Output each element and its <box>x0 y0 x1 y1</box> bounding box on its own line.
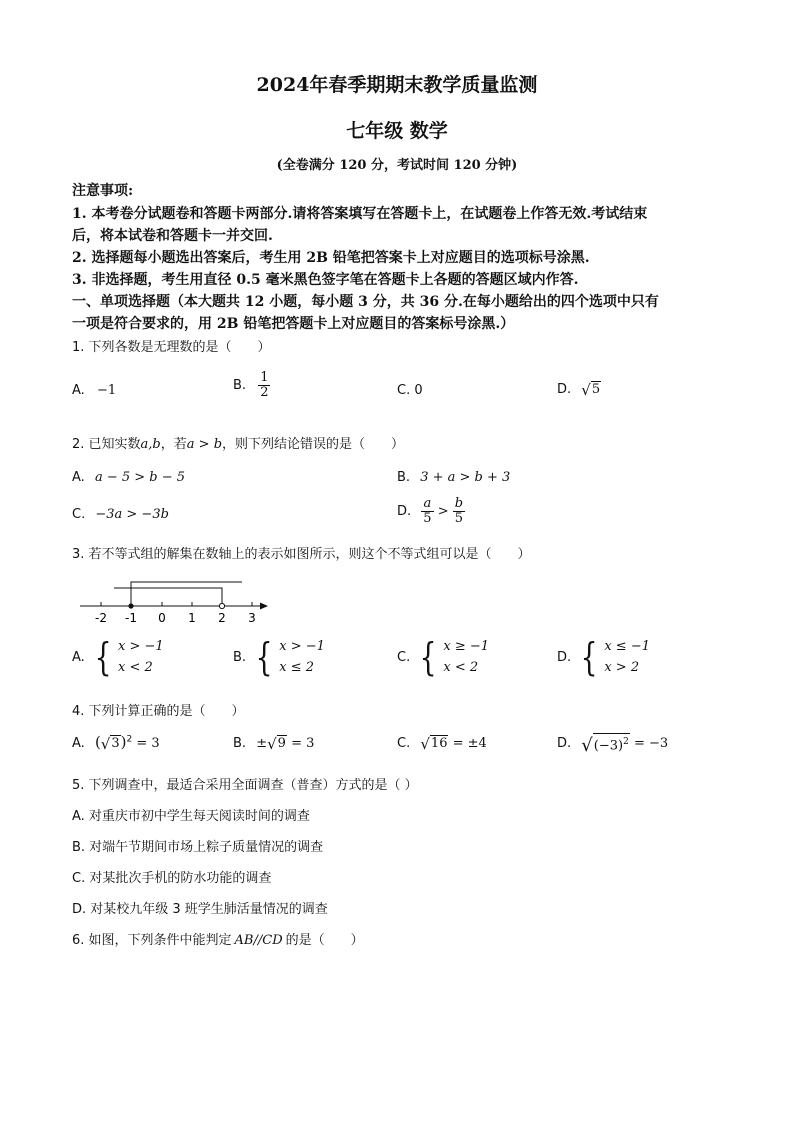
tick-label: -2 <box>95 611 107 625</box>
radicand: 9 <box>277 736 286 751</box>
fraction <box>421 497 433 526</box>
option-label: D. <box>397 504 412 519</box>
square-root <box>581 381 601 398</box>
solution-ray-right <box>131 582 242 606</box>
q4-option-c <box>397 735 487 752</box>
right-paren: ) <box>120 733 127 751</box>
option-label: A. <box>72 736 85 751</box>
option-value: −3a > −3b <box>95 507 169 522</box>
equation-rhs: = 3 <box>286 736 315 751</box>
equation-rhs: = 3 <box>132 736 160 751</box>
system-line-1: x ≤ −1 <box>604 639 650 654</box>
radical-sign-icon: √ <box>581 381 591 399</box>
option-value: −1 <box>96 383 117 398</box>
radicand: 5 <box>591 382 601 397</box>
option-label: C. <box>72 507 86 522</box>
equation-rhs: = −3 <box>629 736 669 752</box>
open-dot-icon <box>219 603 224 608</box>
radical-sign-icon: √ <box>420 735 430 753</box>
q1-option-c <box>397 383 423 398</box>
q3-option-c <box>397 635 490 679</box>
stem-text: 6. 如图，下列条件中能判定 <box>72 933 232 948</box>
system-line-1: x > −1 <box>117 639 164 654</box>
stem-text: 的是（ ） <box>285 933 364 948</box>
fraction-numerator: a <box>421 497 433 512</box>
brace-icon: { <box>580 635 598 679</box>
q3-option-a <box>72 635 164 679</box>
q4-option-a <box>72 733 160 752</box>
stem-text: ，则下列结论错误的是（ ） <box>222 437 405 452</box>
q2-option-a <box>72 470 185 485</box>
tick-label: 0 <box>158 611 166 625</box>
option-label: A. <box>72 383 85 398</box>
option-value: a − 5 > b − 5 <box>94 470 186 485</box>
tick-label: 1 <box>188 611 196 625</box>
note-item-2: 2. 选择题每小题选出答案后，考生用 2B 铅笔把答案卡上对应题目的选项标号涂黑. <box>72 250 590 266</box>
question-3-stem: 3. 若不等式组的解集在数轴上的表示如图所示，则这个不等式组可以是（ ） <box>72 547 531 562</box>
left-paren: ( <box>94 733 101 751</box>
section-heading-line-2: 一项是符合要求的，用 2B 铅笔把答题卡上对应题目的答案标号涂黑.） <box>72 316 515 332</box>
note-item-1-line-2: 后，将本试卷和答题卡一并交回. <box>72 228 273 244</box>
radicand: 3 <box>111 736 120 751</box>
fraction <box>453 497 465 526</box>
plus-minus-sign: ± <box>256 736 268 751</box>
closed-dot-icon <box>128 603 133 608</box>
square-root <box>101 735 121 752</box>
tick-label: -1 <box>125 611 137 625</box>
q5-option-b: B. 对端午节期间市场上粽子质量情况的调查 <box>72 840 324 855</box>
stem-math: a,b <box>140 437 161 452</box>
note-item-1-line-1: 1. 本考卷分试题卷和答题卡两部分.请将答案填写在答题卡上，在试题卷上作答无效.考试结束 <box>72 206 648 222</box>
square-root <box>420 735 448 752</box>
question-6-stem <box>72 929 364 948</box>
option-label: B. <box>233 736 247 751</box>
q2-option-b <box>397 470 510 485</box>
q3-option-d <box>557 635 650 679</box>
question-2-stem <box>72 433 404 452</box>
score-line: (全卷满分 120 分，考试时间 120 分钟) <box>276 158 518 173</box>
radical-sign-icon: √ <box>267 735 277 753</box>
q5-option-a: A. 对重庆市初中学生每天阅读时间的调查 <box>72 809 310 824</box>
system-line-1: x > −1 <box>279 639 325 654</box>
option-label: D. <box>557 736 572 752</box>
notes-heading: 注意事项: <box>72 183 134 199</box>
brace-icon: { <box>419 635 437 679</box>
fraction-numerator: b <box>454 496 464 511</box>
axis-arrow-icon <box>260 603 268 610</box>
system-line-2: x > 2 <box>604 660 640 675</box>
stem-math: a > b <box>186 437 223 452</box>
radicand <box>593 733 630 754</box>
exponent: 2 <box>623 737 629 747</box>
q2-option-d <box>397 497 465 526</box>
option-label: D. <box>557 649 572 665</box>
option-label: C. <box>397 736 411 751</box>
system-line-2: x ≤ 2 <box>279 660 315 675</box>
brace-icon: { <box>94 635 112 679</box>
radicand: 16 <box>430 736 448 751</box>
option-label: C. <box>397 649 411 665</box>
option-label: B. <box>233 378 247 393</box>
square-root <box>267 735 287 752</box>
stem-text: 2. 已知实数 <box>72 437 141 452</box>
system-line-1: x ≥ −1 <box>443 639 490 654</box>
option-label: B. <box>397 470 411 485</box>
question-4-stem: 4. 下列计算正确的是（ ） <box>72 704 245 719</box>
page-subtitle: 七年级 数学 <box>346 120 448 142</box>
stem-math: AB//CD <box>234 933 283 948</box>
fraction-denominator: 2 <box>260 385 269 400</box>
fraction-denominator: 5 <box>454 511 464 526</box>
option-label: B. <box>233 649 247 665</box>
tick-label: 2 <box>218 611 226 625</box>
radicand-base: (−3) <box>593 738 624 754</box>
q4-option-b <box>233 735 314 752</box>
q1-option-b <box>233 371 270 400</box>
system-line-2: x < 2 <box>443 660 479 675</box>
q1-option-d <box>557 381 601 398</box>
question-5-stem: 5. 下列调查中，最适合采用全面调查（普查）方式的是（ ） <box>72 778 418 793</box>
stem-text: ，若 <box>160 437 187 452</box>
fraction <box>258 371 270 400</box>
page-title: 2024年春季期期末教学质量监测 <box>256 74 538 96</box>
question-1-stem: 1. 下列各数是无理数的是（ ） <box>72 340 271 355</box>
brace-icon: { <box>255 635 273 679</box>
fraction-denominator: 5 <box>423 511 432 526</box>
option-label: C. <box>397 383 411 398</box>
note-item-3: 3. 非选择题，考生用直径 0.5 毫米黑色签字笔在答题卡上各题的答题区域内作答. <box>72 272 579 288</box>
number-line-diagram <box>76 570 276 626</box>
system-line-2: x < 2 <box>117 660 153 675</box>
q5-option-d: D. 对某校九年级 3 班学生肺活量情况的调查 <box>72 902 328 917</box>
equation-rhs: = ±4 <box>448 736 487 751</box>
exponent: 2 <box>126 734 133 745</box>
radical-sign-icon: √ <box>100 735 111 753</box>
inequality-sign: > <box>437 504 449 519</box>
q4-option-d <box>557 733 669 757</box>
q2-option-c <box>72 507 169 522</box>
option-label: A. <box>72 470 85 485</box>
q3-option-b <box>233 635 325 679</box>
option-value: 0 <box>414 383 423 398</box>
square-root <box>581 733 630 757</box>
q5-option-c: C. 对某批次手机的防水功能的调查 <box>72 871 272 886</box>
option-label: D. <box>557 382 572 397</box>
tick-label: 3 <box>248 611 256 625</box>
solution-ray-left <box>114 588 222 606</box>
section-heading-line-1: 一、单项选择题（本大题共 12 小题，每小题 3 分，共 36 分.在每小题给出的四个选项中只有 <box>72 294 659 310</box>
radical-sign-icon: √ <box>581 735 593 757</box>
fraction-numerator: 1 <box>260 370 269 385</box>
option-label: A. <box>72 649 85 665</box>
option-value: 3 + a > b + 3 <box>420 470 511 485</box>
q1-option-a <box>72 383 116 398</box>
